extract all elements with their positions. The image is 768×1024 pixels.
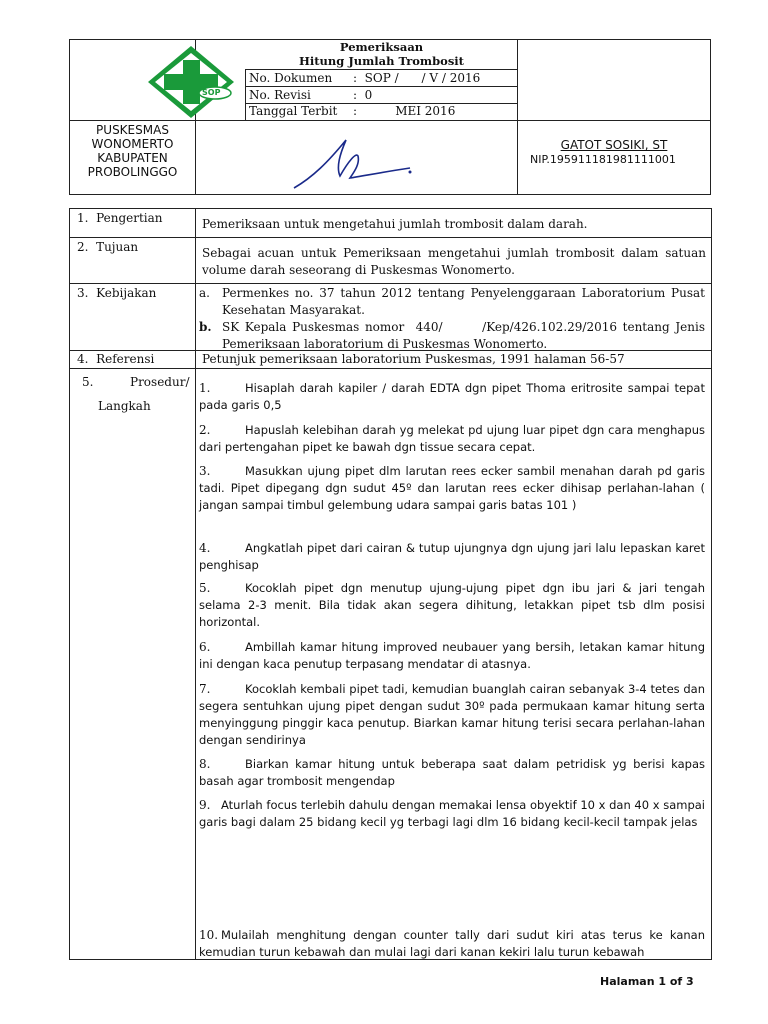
step-text: Hisaplah darah kapiler / darah EDTA dgn pipet Thoma eritrosite sampai tepat pada garis 0,5 [199,381,705,412]
signer-nip: NIP.195911181981111001 [530,153,676,166]
row-text-tujuan: Sebagai acuan untuk Pemeriksaan mengetahui jumlah trombosit dalam satuan volume darah seseorang di Puskesmas Wonomerto. [202,246,706,277]
step-number: 9. [199,798,211,812]
step-number: 6. [199,640,211,654]
organization-name: PUSKESMAS WONOMERTO KABUPATEN PROBOLINGGO [87,123,178,179]
row-label-pengertian: 1. Pengertian [77,211,163,225]
step-text: Hapuslah kelebihan darah yg melekat pd ujung luar pipet dgn cara menghapus dari pertengahan pipet ke bawah dgn tissue secara cepat. [199,423,705,454]
step-text: Biarkan kamar hitung untuk beberapa saat dalam petridisk yg berisi kapas basah agar trombosit mengendap [199,757,705,788]
step-text: Aturlah focus terlebih dahulu dengan memakai lensa obyektif 10 x dan 40 x sampai garis bagi dalam 25 bidang kecil yg terbagi lagi dlm 16 bidang kecil-kecil tampak jelas [199,798,705,829]
procedure-step [199,756,705,790]
row-label-prosedur-number: 5. [82,375,94,389]
step-number: 4. [199,541,211,555]
procedure-step [199,422,705,456]
procedure-step [199,463,705,514]
step-text: Kocoklah pipet dgn menutup ujung-ujung pipet dgn ibu jari & jari tengah selama 2-3 menit. Bila tidak akan segera dihitung, letakkan pipet tsb dlm posisi horizontal. [199,581,705,629]
row-label-referensi: 4. Referensi [77,352,155,366]
step-text: Ambillah kamar hitung improved neubauer yang bersih, letakan kamar hitung ini dengan kaca penutup terpasang mendatar di atasnya. [199,640,705,671]
policy-item [199,319,709,353]
policy-marker: a. [199,286,210,300]
row-text-referensi: Petunjuk pemeriksaan laboratorium Puskesmas, 1991 halaman 56-57 [202,352,625,366]
procedure-step [199,927,705,961]
step-number: 10. [199,928,219,942]
policy-text: Permenkes no. 37 tahun 2012 tentang Penyelenggaraan Laboratorium Pusat Kesehatan Masyarakat. [222,286,705,317]
step-text: Kocoklah kembali pipet tadi, kemudian buanglah cairan sebanyak 3-4 tetes dan segera sentuhkan ujung pipet dengan sudut 30º pada permukaan kamar hitung serta menyinggung pinggir kaca penutup. Biarkan kamar hitung terisi secara perlahan-lahan dengan sendirinya [199,682,705,747]
step-number: 7. [199,682,211,696]
row-label-kebijakan: 3. Kebijakan [77,286,157,300]
step-number: 3. [199,464,211,478]
revision-value: : 0 [353,88,373,102]
procedure-step [199,540,705,574]
revision-label: No. Revisi [249,88,311,102]
row-label-langkah: Langkah [98,399,151,413]
issue-date-label: Tanggal Terbit [249,104,338,118]
doc-title-line1: Pemeriksaan [339,40,424,54]
procedure-step [199,380,705,414]
doc-number-value: : SOP / / V / 2016 [353,71,481,85]
row-label-tujuan: 2. Tujuan [77,240,139,254]
signer-name: GATOT SOSIKI, ST [560,138,668,152]
step-number: 2. [199,423,211,437]
step-number: 5. [199,581,211,595]
row-text-pengertian: Pemeriksaan untuk mengetahui jumlah trombosit dalam darah. [202,217,588,231]
step-text: Angkatlah pipet dari cairan & tutup ujungnya dgn ujung jari lalu lepaskan karet penghisap [199,541,705,572]
sop-logo [146,44,236,120]
procedure-step [199,681,705,749]
policy-marker: b. [199,320,212,334]
row-label-prosedur: Prosedur/ [130,375,190,389]
signature [288,132,418,192]
procedure-step [199,580,705,631]
step-text: Mulailah menghitung dengan counter tally dari sudut kiri atas terus ke kanan kemudian turun kebawah dan mulai lagi dari kanan kekiri lalu turun kebawah [199,928,705,959]
step-number: 8. [199,757,211,771]
step-text: Masukkan ujung pipet dlm larutan rees ecker sambil menahan darah pd garis tadi. Pipet dipegang dgn sudut 45º dan larutan rees ecker dihisap perlahan-lahan ( jangan sampai timbul gelembung udara sampai garis batas 101 ) [199,464,705,512]
procedure-step [199,797,705,831]
page-number: Halaman 1 of 3 [600,975,694,988]
doc-number-label: No. Dokumen [249,71,333,85]
logo-text: SOP [202,88,221,97]
doc-title-line2: Hitung Jumlah Trombosit [299,54,464,68]
issue-date-value: : MEI 2016 [353,104,456,118]
procedure-step [199,639,705,673]
policy-item [199,285,705,319]
step-number: 1. [199,381,211,395]
policy-text: SK Kepala Puskesmas nomor 440/ /Kep/426.102.29/2016 tentang Jenis Pemeriksaan laboratorium di Puskesmas Wonomerto. [222,320,709,351]
